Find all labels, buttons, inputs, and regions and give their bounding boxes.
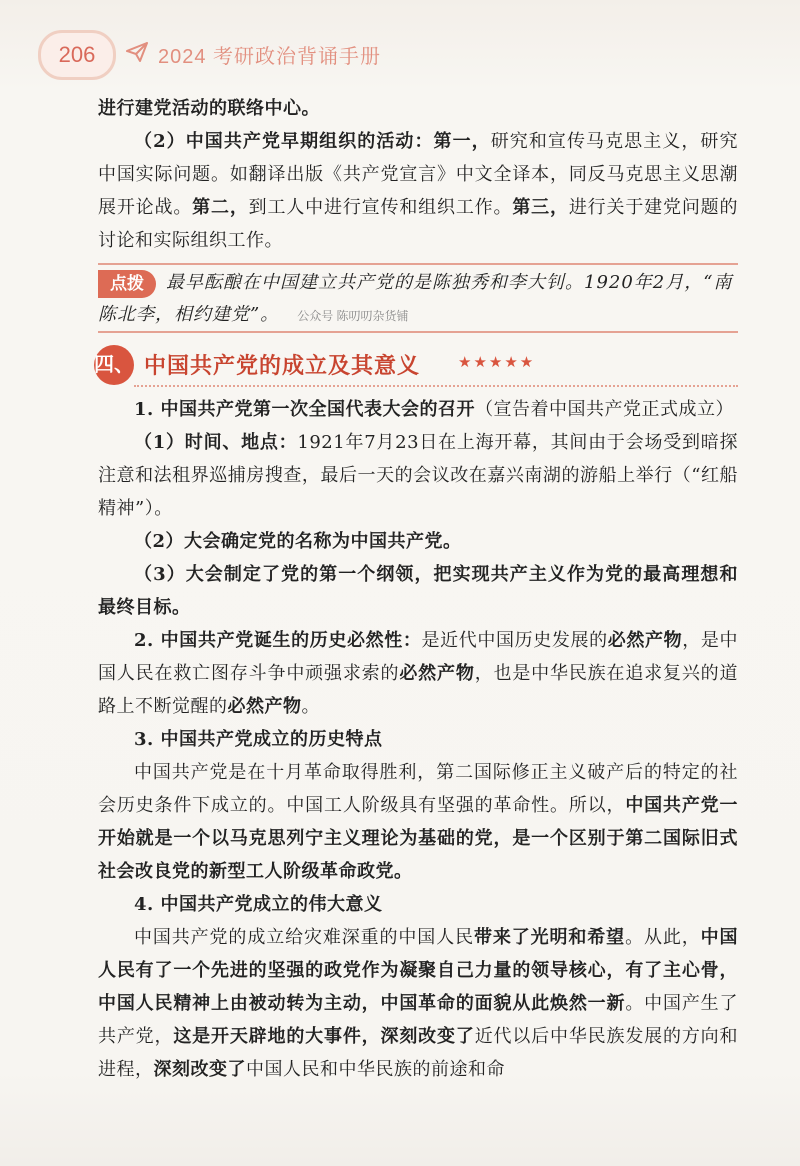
section-title: 中国共产党的成立及其意义 bbox=[144, 353, 421, 378]
tip-box bbox=[98, 263, 738, 333]
paragraph-first-congress: 1. 中国共产党第一次全国代表大会的召开（宣告着中国共产党正式成立） bbox=[134, 399, 735, 420]
paragraph-party-name: （2）大会确定党的名称为中国共产党。 bbox=[134, 531, 462, 552]
paragraph-historical-features: 中国共产党是在十月革命取得胜利，第二国际修正主义破产后的特定的社会历史条件下成立的。中国工人阶级具有坚强的革命性。所以，中国共产党一开始就是一个以马克思列宁主义理论为基础的党，是一个区别于第二国际旧式社会改良党的新型工人阶级革命政党。 bbox=[98, 762, 739, 882]
paragraph-time-place: （1）时间、地点：1921年7月23日在上海开幕，其间由于会场受到暗探注意和法租界巡捕房搜查，最后一天的会议改在嘉兴南湖的游船上举行（“红船精神”）。 bbox=[98, 432, 738, 519]
paragraph-historical-inevitability: 2. 中国共产党诞生的历史必然性：是近代中国历史发展的必然产物，是中国人民在救亡图存斗争中顽强求索的必然产物，也是中华民族在追求复兴的道路上不断觉醒的必然产物。 bbox=[98, 630, 739, 717]
heading-significance: 4. 中国共产党成立的伟大意义 bbox=[134, 894, 383, 915]
page-header bbox=[38, 30, 758, 80]
tip-badge: 点拨 bbox=[98, 270, 156, 298]
page-content bbox=[94, 92, 739, 1086]
section-number: 四、 bbox=[94, 345, 134, 385]
section-divider bbox=[134, 385, 738, 387]
paragraph-significance: 中国共产党的成立给灾难深重的中国人民带来了光明和希望。从此，中国人民有了一个先进的坚强的政党作为凝聚自己力量的领导核心，有了主心骨，中国人民精神上由被动转为主动，中国革命的面貌从此焕然一新。中国产生了共产党，这是开天辟地的大事件，深刻改变了近代以后中华民族发展的方向和进程，深刻改变了中国人民和中华民族的前途和命 bbox=[98, 927, 739, 1080]
paragraph-party-program: （3）大会制定了党的第一个纲领，把实现共产主义作为党的最高理想和最终目标。 bbox=[98, 564, 738, 618]
section-heading bbox=[94, 343, 738, 387]
heading-historical-features: 3. 中国共产党成立的历史特点 bbox=[134, 729, 383, 750]
tip-text: 最早酝酿在中国建立共产党的是陈独秀和李大钊。1920年2月，“南陈北李，相约建党”。 公众号 陈叨叨杂货铺 bbox=[98, 272, 733, 325]
page-number: 206 bbox=[38, 30, 116, 80]
watermark: 公众号 陈叨叨杂货铺 bbox=[297, 309, 409, 323]
paragraph: 进行建党活动的联络中心。 bbox=[98, 98, 320, 119]
book-title: 2024 考研政治背诵手册 bbox=[158, 46, 382, 68]
importance-stars: ★★★★★ bbox=[458, 353, 536, 371]
paper-plane-icon bbox=[126, 42, 148, 62]
paragraph-early-organization: （2）中国共产党早期组织的活动：第一，研究和宣传马克思主义，研究中国实际问题。如翻译出版《共产党宣言》中文全译本，同反马克思主义思潮展开论战。第二，到工人中进行宣传和组织工作。第三，进行关于建党问题的讨论和实际组织工作。 bbox=[98, 131, 739, 251]
